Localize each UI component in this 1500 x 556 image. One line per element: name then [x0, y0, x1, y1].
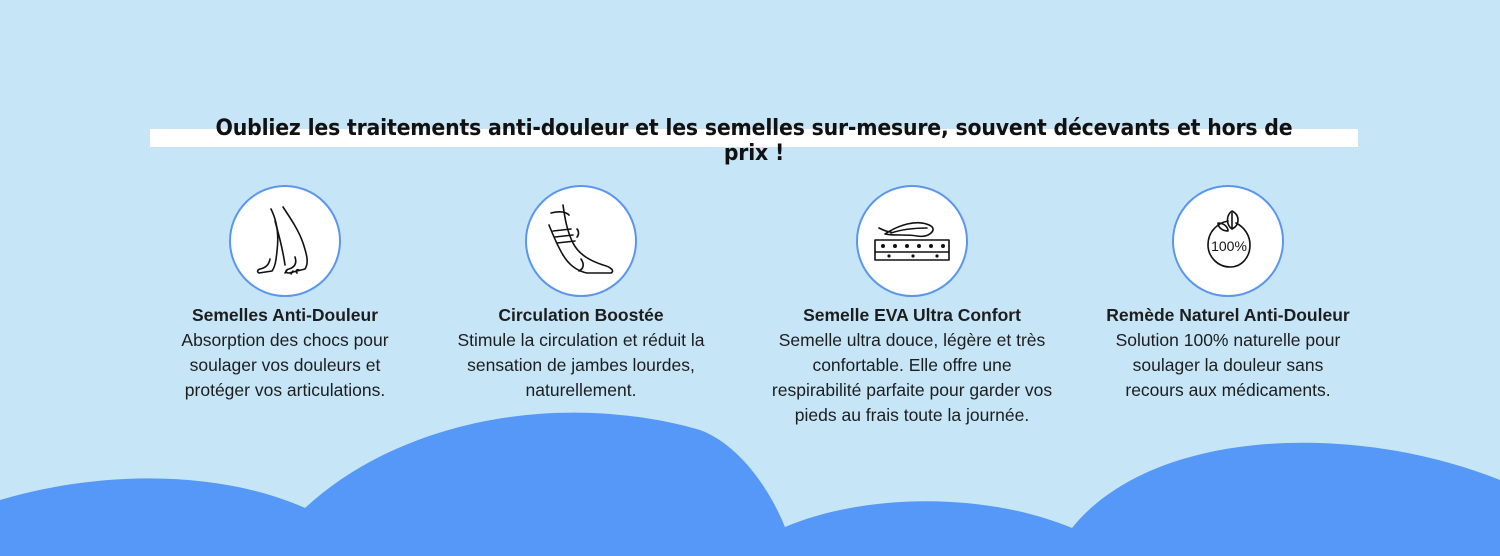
feature-description: Solution 100% naturelle pour soulager la douleur sans recours aux médicaments.	[1115, 330, 1341, 400]
feature-title: Remède Naturel Anti-Douleur	[1106, 305, 1350, 325]
wave-shape	[0, 413, 1500, 556]
feature-title: Circulation Boostée	[498, 305, 664, 325]
feature-description: Semelle ultra douce, légère et très confortable. Elle offre une respirabilité parfaite pour garder vos pieds au frais toute la journée.	[771, 330, 1053, 425]
feature-title: Semelles Anti-Douleur	[191, 305, 379, 325]
feature-description: Stimule la circulation et réduit la sensation de jambes lourdes, naturellement.	[457, 330, 705, 400]
badge-100-text: 100%	[1211, 238, 1247, 254]
feature-description: Absorption des chocs pour soulager vos douleurs et protéger vos articulations.	[181, 330, 389, 400]
feature-title: Semelle EVA Ultra Confort	[803, 305, 1021, 325]
page-headline: Oubliez les traitements anti-douleur et les semelles sur-mesure, souvent décevants et hors de prix !	[215, 116, 1293, 166]
